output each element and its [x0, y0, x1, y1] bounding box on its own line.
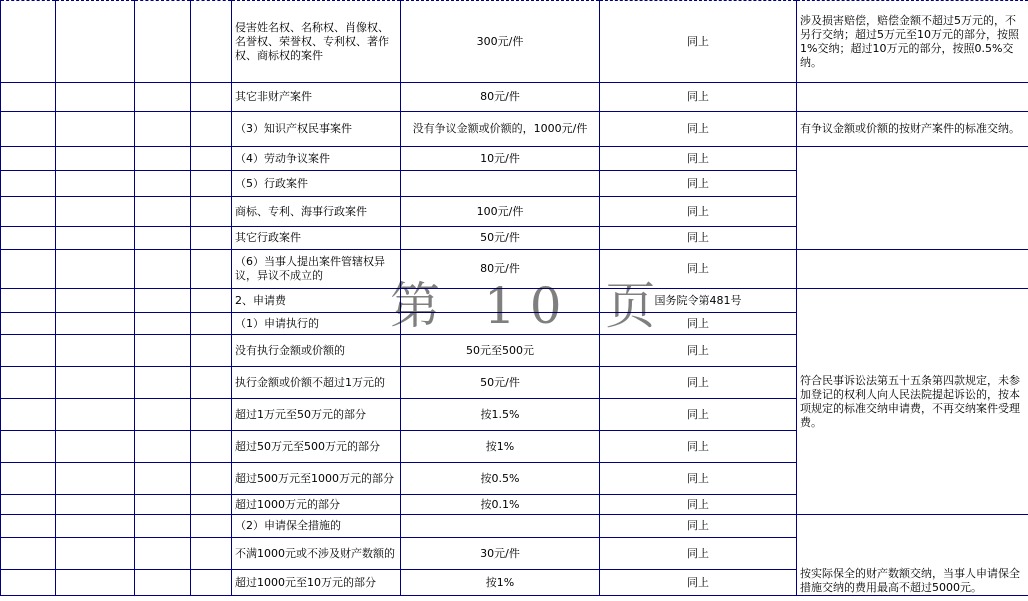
table-row: [1, 83, 1028, 112]
blank-cell[interactable]: [135, 515, 191, 538]
fee-cell[interactable]: 按0.5%: [401, 463, 600, 495]
blank-cell[interactable]: [56, 463, 135, 495]
fee-cell[interactable]: 50元/件: [401, 367, 600, 399]
item-cell[interactable]: 商标、专利、海事行政案件: [232, 197, 401, 227]
fee-cell[interactable]: 100元/件: [401, 197, 600, 227]
blank-cell[interactable]: [191, 538, 232, 570]
item-cell[interactable]: （6）当事人提出案件管辖权异议，异议不成立的: [232, 250, 401, 289]
blank-cell[interactable]: [56, 570, 135, 596]
blank-cell[interactable]: [1, 367, 56, 399]
blank-cell[interactable]: [56, 399, 135, 431]
blank-cell[interactable]: [1, 112, 56, 147]
blank-cell[interactable]: [191, 495, 232, 515]
blank-cell[interactable]: [56, 197, 135, 227]
blank-cell[interactable]: [135, 538, 191, 570]
basis-cell[interactable]: 同上: [600, 538, 797, 570]
blank-cell[interactable]: [135, 335, 191, 367]
page-number-watermark: 第 10 页: [390, 277, 670, 335]
basis-cell[interactable]: 同上: [600, 227, 797, 250]
note-cell[interactable]: 涉及损害赔偿，赔偿金额不超过5万元的，不另行交纳；超过5万元至10万元的部分，按照1%交纳；超过10万元的部分，按照0.5%交纳。: [797, 1, 1028, 83]
blank-cell[interactable]: [1, 399, 56, 431]
fee-cell[interactable]: [401, 289, 600, 313]
blank-cell[interactable]: [135, 112, 191, 147]
item-cell[interactable]: （4）劳动争议案件: [232, 147, 401, 171]
blank-cell[interactable]: [135, 147, 191, 171]
basis-cell[interactable]: 同上: [600, 171, 797, 197]
table-row: [1, 147, 1028, 171]
note-cell[interactable]: 有争议金额或价额的按财产案件的标准交纳。: [797, 112, 1028, 147]
table-row: [1, 1, 1028, 83]
basis-cell[interactable]: 同上: [600, 250, 797, 289]
fee-cell[interactable]: 80元/件: [401, 83, 600, 112]
blank-cell[interactable]: [135, 313, 191, 335]
blank-cell[interactable]: [135, 171, 191, 197]
blank-cell[interactable]: [191, 335, 232, 367]
basis-cell[interactable]: 同上: [600, 463, 797, 495]
basis-cell[interactable]: 同上: [600, 399, 797, 431]
blank-cell[interactable]: [1, 463, 56, 495]
item-cell[interactable]: 没有执行金额或价额的: [232, 335, 401, 367]
blank-cell[interactable]: [191, 1, 232, 83]
blank-cell[interactable]: [56, 250, 135, 289]
blank-cell[interactable]: [135, 399, 191, 431]
blank-cell[interactable]: [135, 289, 191, 313]
blank-cell[interactable]: [135, 431, 191, 463]
blank-cell[interactable]: [191, 227, 232, 250]
blank-cell[interactable]: [191, 463, 232, 495]
item-cell[interactable]: 其它行政案件: [232, 227, 401, 250]
fee-cell[interactable]: 按1%: [401, 570, 600, 596]
basis-cell[interactable]: 国务院令第481号: [600, 289, 797, 313]
item-cell[interactable]: 超过1万元至50万元的部分: [232, 399, 401, 431]
blank-cell[interactable]: [135, 250, 191, 289]
blank-cell[interactable]: [1, 495, 56, 515]
blank-cell[interactable]: [191, 250, 232, 289]
table-row: [1, 250, 1028, 289]
fee-cell[interactable]: 300元/件: [401, 1, 600, 83]
blank-cell[interactable]: [56, 335, 135, 367]
fee-cell[interactable]: 按1%: [401, 431, 600, 463]
blank-cell[interactable]: [1, 538, 56, 570]
basis-cell[interactable]: 同上: [600, 335, 797, 367]
fee-cell[interactable]: [401, 171, 600, 197]
blank-cell[interactable]: [135, 495, 191, 515]
fee-cell[interactable]: 没有争议金额或价额的，1000元/件: [401, 112, 600, 147]
basis-cell[interactable]: 同上: [600, 515, 797, 538]
table-row: [1, 289, 1028, 313]
blank-cell[interactable]: [191, 197, 232, 227]
blank-cell[interactable]: [135, 463, 191, 495]
blank-cell[interactable]: [1, 289, 56, 313]
item-cell[interactable]: 执行金额或价额不超过1万元的: [232, 367, 401, 399]
basis-cell[interactable]: 同上: [600, 197, 797, 227]
blank-cell[interactable]: [191, 289, 232, 313]
blank-cell[interactable]: [1, 227, 56, 250]
blank-cell[interactable]: [1, 147, 56, 171]
blank-cell[interactable]: [191, 431, 232, 463]
basis-cell[interactable]: 同上: [600, 147, 797, 171]
fee-cell[interactable]: 50元/件: [401, 227, 600, 250]
blank-cell[interactable]: [56, 495, 135, 515]
blank-cell[interactable]: [191, 313, 232, 335]
blank-cell[interactable]: [1, 83, 56, 112]
basis-cell[interactable]: 同上: [600, 313, 797, 335]
blank-cell[interactable]: [191, 399, 232, 431]
note-cell-merged[interactable]: [797, 147, 1028, 250]
blank-cell[interactable]: [191, 83, 232, 112]
blank-cell[interactable]: [56, 1, 135, 83]
note-cell[interactable]: [797, 83, 1028, 112]
blank-cell[interactable]: [1, 515, 56, 538]
blank-cell[interactable]: [56, 112, 135, 147]
basis-cell[interactable]: 同上: [600, 570, 797, 596]
item-cell[interactable]: 2、申请费: [232, 289, 401, 313]
item-cell[interactable]: （3）知识产权民事案件: [232, 112, 401, 147]
blank-cell[interactable]: [56, 147, 135, 171]
fee-cell[interactable]: 按0.1%: [401, 495, 600, 515]
fee-cell[interactable]: [401, 515, 600, 538]
basis-cell[interactable]: 同上: [600, 367, 797, 399]
note-cell-merged[interactable]: 符合民事诉讼法第五十五条第四款规定，未参加登记的权利人向人民法院提起诉讼的，按本项规定的标准交纳申请费，不再交纳案件受理费。: [797, 289, 1028, 515]
item-cell[interactable]: 超过500万元至1000万元的部分: [232, 463, 401, 495]
blank-cell[interactable]: [1, 313, 56, 335]
blank-cell[interactable]: [191, 112, 232, 147]
item-cell[interactable]: 不满1000元或不涉及财产数额的: [232, 538, 401, 570]
basis-cell[interactable]: 同上: [600, 1, 797, 83]
blank-cell[interactable]: [56, 83, 135, 112]
blank-cell[interactable]: [191, 171, 232, 197]
fee-cell[interactable]: 按1.5%: [401, 399, 600, 431]
blank-cell[interactable]: [191, 515, 232, 538]
item-cell[interactable]: （2）申请保全措施的: [232, 515, 401, 538]
note-cell[interactable]: [797, 250, 1028, 289]
table-row: [1, 515, 1028, 538]
fee-cell[interactable]: 50元至500元: [401, 335, 600, 367]
item-cell[interactable]: （5）行政案件: [232, 171, 401, 197]
fee-cell[interactable]: [401, 313, 600, 335]
blank-cell[interactable]: [191, 570, 232, 596]
blank-cell[interactable]: [135, 1, 191, 83]
item-cell[interactable]: 超过1000元至10万元的部分: [232, 570, 401, 596]
blank-cell[interactable]: [1, 171, 56, 197]
blank-cell[interactable]: [135, 227, 191, 250]
blank-cell[interactable]: [56, 227, 135, 250]
item-cell[interactable]: 侵害姓名权、名称权、肖像权、名誉权、荣誉权、专利权、著作权、商标权的案件: [232, 1, 401, 83]
basis-cell[interactable]: 同上: [600, 431, 797, 463]
blank-cell[interactable]: [1, 250, 56, 289]
blank-cell[interactable]: [135, 197, 191, 227]
fee-cell[interactable]: 10元/件: [401, 147, 600, 171]
note-cell-merged[interactable]: 按实际保全的财产数额交纳，当事人申请保全措施交纳的费用最高不超过5000元。: [797, 515, 1028, 596]
blank-cell[interactable]: [56, 538, 135, 570]
basis-cell[interactable]: 同上: [600, 495, 797, 515]
blank-cell[interactable]: [191, 147, 232, 171]
blank-cell[interactable]: [56, 289, 135, 313]
blank-cell[interactable]: [56, 515, 135, 538]
table-row: [1, 112, 1028, 147]
blank-cell[interactable]: [1, 335, 56, 367]
item-cell[interactable]: 超过1000万元的部分: [232, 495, 401, 515]
blank-cell[interactable]: [135, 570, 191, 596]
blank-cell[interactable]: [135, 83, 191, 112]
basis-cell[interactable]: 同上: [600, 112, 797, 147]
item-cell[interactable]: （1）申请执行的: [232, 313, 401, 335]
item-cell[interactable]: 超过50万元至500万元的部分: [232, 431, 401, 463]
blank-cell[interactable]: [56, 431, 135, 463]
blank-cell[interactable]: [1, 570, 56, 596]
fee-cell[interactable]: 30元/件: [401, 538, 600, 570]
blank-cell[interactable]: [1, 1, 56, 83]
blank-cell[interactable]: [135, 367, 191, 399]
blank-cell[interactable]: [56, 367, 135, 399]
basis-cell[interactable]: 同上: [600, 83, 797, 112]
fee-cell[interactable]: 80元/件: [401, 250, 600, 289]
blank-cell[interactable]: [1, 431, 56, 463]
blank-cell[interactable]: [56, 171, 135, 197]
blank-cell[interactable]: [1, 197, 56, 227]
item-cell[interactable]: 其它非财产案件: [232, 83, 401, 112]
blank-cell[interactable]: [191, 367, 232, 399]
blank-cell[interactable]: [56, 313, 135, 335]
